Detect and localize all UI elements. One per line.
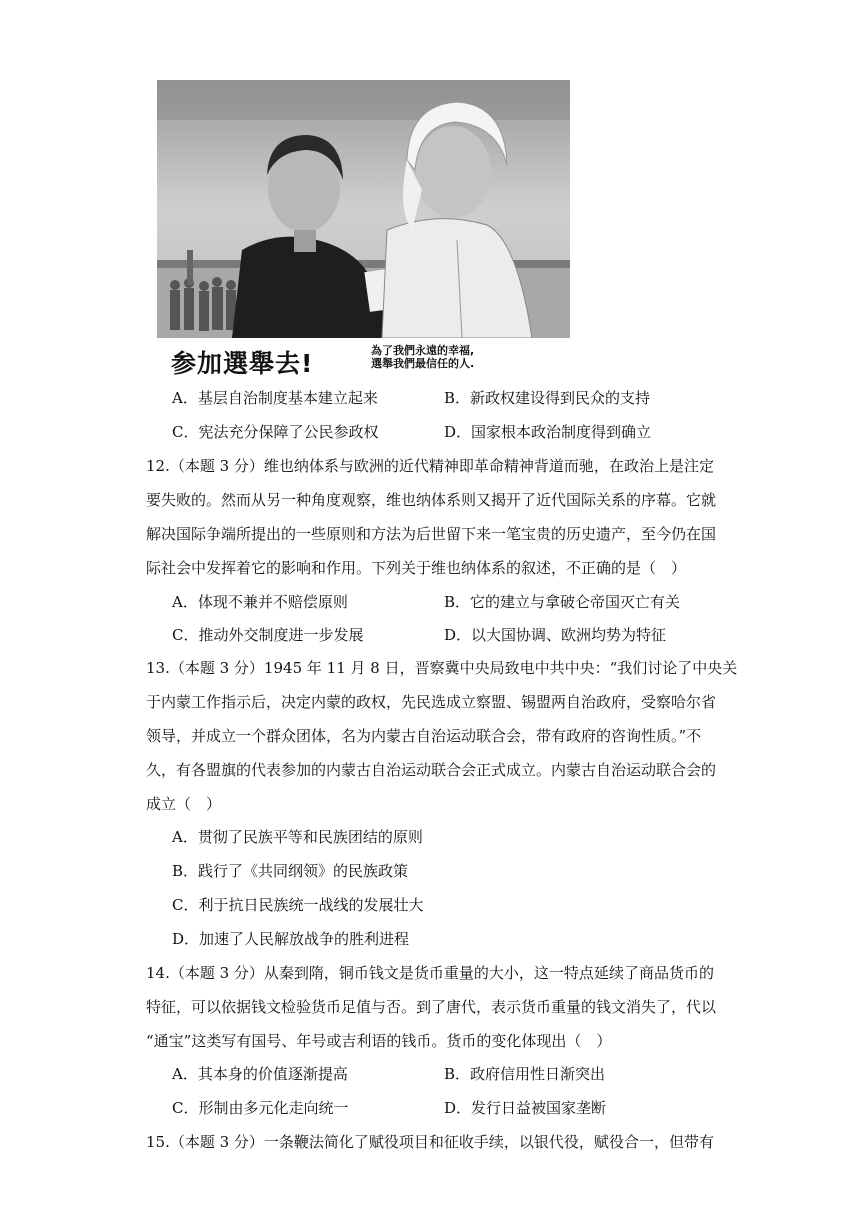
q14-option-a: A．其本身的价值逐渐提高 xyxy=(172,1065,348,1083)
poster-caption xyxy=(157,338,570,376)
poster-caption-line-1: 為了我們永遠的幸福, xyxy=(371,344,475,357)
q11-option-a: A．基层自治制度基本建立起来 xyxy=(172,389,378,407)
q14-option-b: B．政府信用性日渐突出 xyxy=(444,1065,606,1083)
q12-stem-line: 际社会中发挥着它的影响和作用。下列关于维也纳体系的叙述，不正确的是（ ） xyxy=(146,559,687,577)
q12-option-b: B．它的建立与拿破仑帝国灭亡有关 xyxy=(444,593,681,611)
q12-stem-line: 要失败的。然而从另一种角度观察，维也纳体系则又揭开了近代国际关系的序幕。它就 xyxy=(146,491,717,509)
q14-stem xyxy=(146,956,717,1058)
q13-stem-line: 久，有各盟旗的代表参加的内蒙古自治运动联合会正式成立。内蒙古自治运动联合会的 xyxy=(146,761,717,779)
q13-stem-line: 13.（本题 3 分）1945 年 11 月 8 日，晋察冀中央局致电中共中央：“我们讨论了中央关 xyxy=(146,659,738,677)
q12-stem-line: 解决国际争端所提出的一些原则和方法为后世留下来一笔宝贵的历史遗产，至今仍在国 xyxy=(146,525,717,543)
q13-option-d: D．加速了人民解放战争的胜利进程 xyxy=(172,930,410,948)
q12-stem-line: 12.（本题 3 分）维也纳体系与欧洲的近代精神即革命精神背道而驰，在政治上是注定 xyxy=(146,457,714,475)
q11-option-b: B．新政权建设得到民众的支持 xyxy=(444,389,651,407)
q14-option-c: C．形制由多元化走向统一 xyxy=(172,1099,349,1117)
poster-caption-title: 参加選舉去! xyxy=(171,349,314,376)
q15-stem xyxy=(146,1125,714,1159)
poster-caption-subtitle xyxy=(371,344,567,370)
q13-stem-line: 于内蒙工作指示后，决定内蒙的政权，先民选成立察盟、锡盟两自治政府，受察哈尔省 xyxy=(146,693,717,711)
q11-option-c: C．宪法充分保障了公民参政权 xyxy=(172,423,379,441)
q13-option-a: A．贯彻了民族平等和民族团结的原则 xyxy=(172,828,423,846)
q15-stem-line: 15.（本题 3 分）一条鞭法简化了赋役项目和征收手续，以银代役，赋役合一，但带有 xyxy=(146,1133,714,1151)
election-poster-image xyxy=(157,80,570,376)
q12-stem xyxy=(146,449,717,585)
q12-option-d: D．以大国协调、欧洲均势为特征 xyxy=(444,626,667,644)
q12-option-a: A．体现不兼并不赔偿原则 xyxy=(172,593,348,611)
q11-option-d: D．国家根本政治制度得到确立 xyxy=(444,423,652,441)
q13-stem xyxy=(146,651,738,821)
poster-caption-line-2: 選舉我們最信任的人. xyxy=(371,357,475,370)
q13-option-b: B．践行了《共同纲领》的民族政策 xyxy=(172,862,409,880)
q13-stem-line: 领导，并成立一个群众团体，名为内蒙古自治运动联合会，带有政府的咨询性质。”不 xyxy=(146,727,702,745)
q13-stem-line: 成立（ ） xyxy=(146,795,222,813)
q12-option-c: C．推动外交制度进一步发展 xyxy=(172,626,364,644)
q14-stem-line: “通宝”这类写有国号、年号或吉利语的钱币。货币的变化体现出（ ） xyxy=(146,1032,612,1050)
q14-stem-line: 特征，可以依据钱文检验货币足值与否。到了唐代，表示货币重量的钱文消失了，代以 xyxy=(146,998,717,1016)
q13-option-c: C．利于抗日民族统一战线的发展壮大 xyxy=(172,896,424,914)
q14-option-d: D．发行日益被国家垄断 xyxy=(444,1099,607,1117)
q14-stem-line: 14.（本题 3 分）从秦到隋，铜币钱文是货币重量的大小，这一特点延续了商品货币的 xyxy=(146,964,714,982)
poster-illustration xyxy=(157,80,570,376)
